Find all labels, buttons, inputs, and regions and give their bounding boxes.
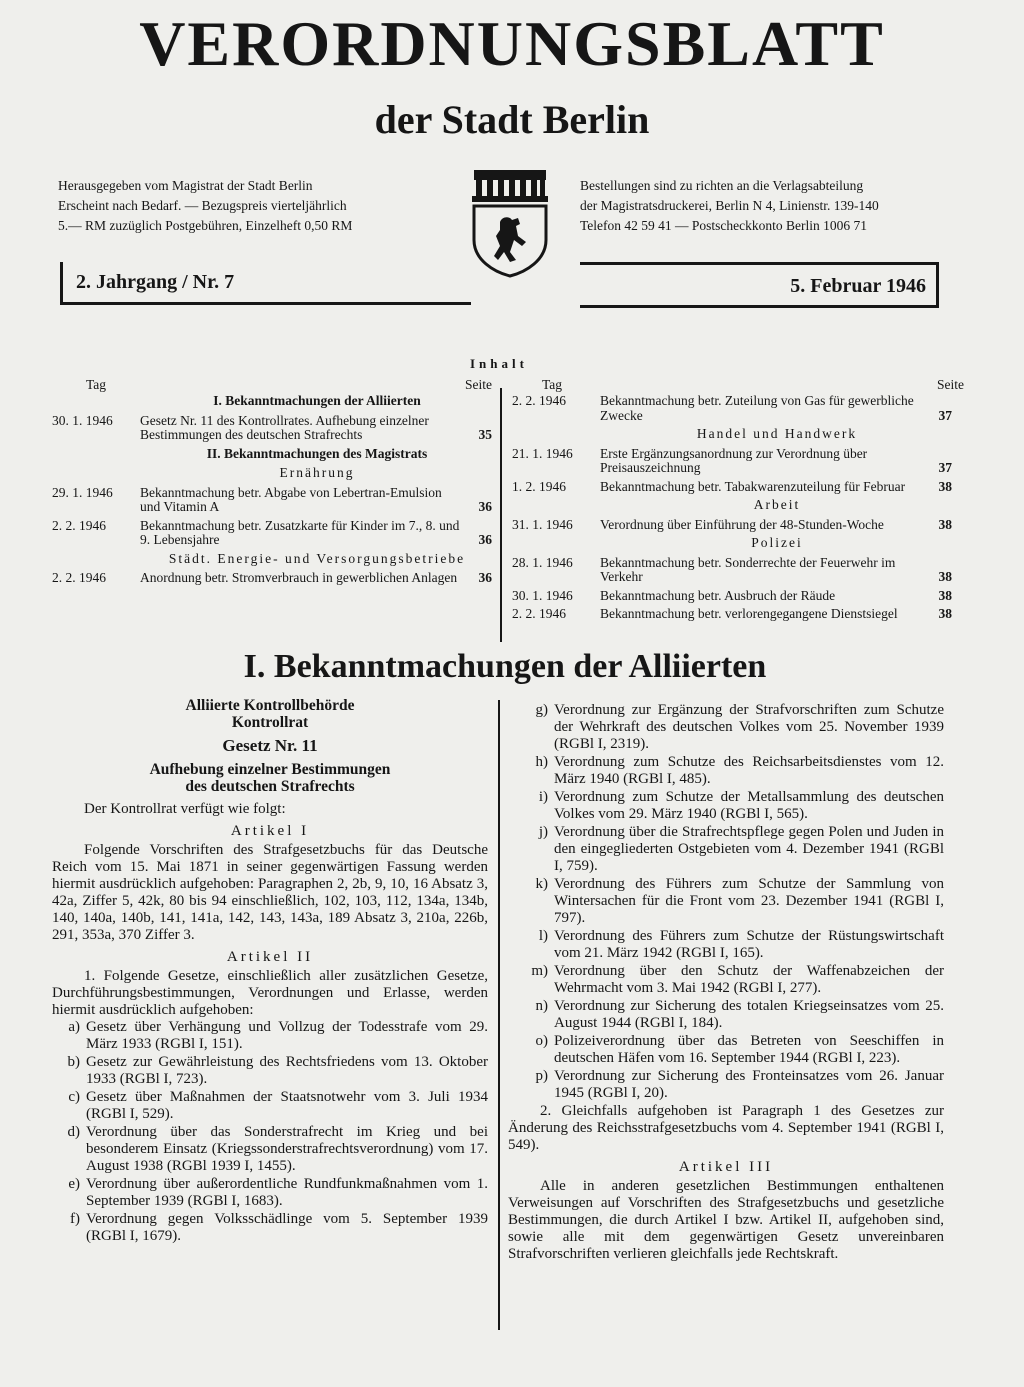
article-text: Alle in anderen gesetzlichen Bestimmungen enthaltenen Verweisungen auf Vorschriften des Strafgesetzbuchs und gesetzliche Bestimmungen, die durch Artikel I bzw. Artikel II, aufgehoben sind, sowie alle mit dem gegenwärtigen Gesetz unvereinbaren Strafvorschriften verlieren gleichfalls jede Rechtskraft.	[508, 1178, 944, 1262]
body-column-divider	[498, 700, 500, 1330]
entry-page: 38	[938, 606, 952, 621]
issue-number: 2. Jahrgang / Nr. 7	[76, 271, 235, 293]
item-text: Gesetz zur Gewährleistung des Rechtsfriedens vom 13. Oktober 1933 (RGBl I, 723).	[86, 1054, 488, 1087]
list-item	[52, 1054, 488, 1088]
entry-text: Bekanntmachung betr. Ausbruch der Räude	[600, 587, 836, 603]
entry-page: 38	[938, 516, 952, 532]
item-label: i)	[538, 789, 548, 805]
entry-date: 1. 2. 1946	[512, 478, 566, 494]
law-subject: Aufhebung einzelner Bestimmungen	[149, 761, 391, 778]
contents-header	[52, 378, 492, 394]
entry-text: Bekanntmachung betr. Sonderrechte der Feuerwehr im Verkehr	[600, 554, 896, 584]
publisher-info-left	[58, 176, 438, 236]
entry-text: Bekanntmachung betr. verlorengegangene Dienstsiegel	[600, 606, 898, 621]
law-subject: des deutschen Strafrechts	[185, 778, 355, 795]
entry-date: 30. 1. 1946	[512, 587, 573, 603]
item-text: Verordnung zum Schutze des Reichsarbeitsdienstes vom 12. März 1940 (RGBl I, 485).	[554, 754, 944, 787]
item-text: Verordnung über das Sonderstrafrecht im Krieg und bei besonderem Einsatz (Kriegssonderstrafrechtsverordnung) vom 17. August 1938 (RGBl 1939 I, 1455).	[86, 1124, 488, 1174]
entry-page: 37	[938, 460, 952, 475]
entry-page: 37	[938, 407, 952, 423]
issue-date: 5. Februar 1946	[790, 275, 926, 297]
contents-section-heading: II. Bekanntmachungen des Magistrats	[206, 445, 428, 461]
item-text: Verordnung des Führers zum Schutze der Sammlung von Wintersachen für die Front vom 23. Dezember 1941 (RGBl I, 797).	[554, 876, 944, 926]
entry-text: Bekanntmachung betr. Zusatzkarte für Kinder im 7., 8. und 9. Lebensjahre	[140, 517, 460, 547]
item-label: c)	[68, 1089, 80, 1105]
contents-entry[interactable]	[512, 556, 952, 585]
contents-entry[interactable]	[512, 480, 952, 495]
entry-date: 31. 1. 1946	[512, 516, 573, 532]
contents-entry[interactable]	[52, 571, 492, 586]
contents-entry[interactable]	[512, 394, 952, 423]
item-label: b)	[67, 1054, 80, 1070]
item-label: k)	[535, 876, 548, 892]
list-item	[508, 998, 944, 1032]
entry-page: 38	[938, 587, 952, 603]
contents-divider	[500, 388, 502, 642]
item-text: Verordnung über den Schutz der Waffenabzeichen der Wehrmacht vom 3. Mai 1942 (RGBl I, 277).	[554, 963, 944, 996]
list-item	[508, 702, 944, 753]
entry-text: Verordnung über Einführung der 48-Stunden-Woche	[600, 516, 884, 532]
masthead-subtitle: der Stadt Berlin	[374, 97, 650, 142]
item-text: Polizeiverordnung über das Betreten von Seeschiffen in deutschen Häfen vom 16. September 1944 (RGBl I, 223).	[554, 1033, 944, 1066]
body-left-column	[52, 697, 488, 1246]
contents-subsection: Ernährung	[279, 465, 355, 480]
entry-text: Anordnung betr. Stromverbrauch in gewerblichen Anlagen	[140, 570, 458, 585]
contents-entry[interactable]	[52, 414, 492, 443]
entry-page: 35	[478, 427, 492, 442]
section-heading: I. Bekanntmachungen der Alliierten	[243, 648, 767, 685]
entry-text: Bekanntmachung betr. Zuteilung von Gas für gewerbliche Zwecke	[600, 393, 914, 423]
item-text: Gesetz über Maßnahmen der Staatsnotwehr vom 3. Juli 1934 (RGBl I, 529).	[86, 1089, 488, 1122]
col-seite-label: Seite	[465, 377, 492, 392]
item-text: Verordnung über außerordentliche Rundfunkmaßnahmen vom 1. September 1939 (RGBl I, 1683).	[86, 1176, 488, 1209]
entry-text: Gesetz Nr. 11 des Kontrollrates. Aufhebung einzelner Bestimmungen des deutschen Strafrechts	[140, 412, 429, 442]
contents-right-column	[512, 377, 964, 626]
item-label: d)	[67, 1124, 80, 1140]
publisher-info-right	[580, 176, 980, 236]
item-label: h)	[535, 754, 548, 770]
article-text: 1. Folgende Gesetze, einschließlich aller zusätzlichen Gesetze, Durchführungsbestimmungen, Verordnungen und Erlasse, werden hiermit ausdrücklich aufgehoben:	[52, 968, 488, 1018]
entry-date: 21. 1. 1946	[512, 445, 573, 461]
item-label: m)	[531, 963, 548, 979]
entry-date: 29. 1. 1946	[52, 484, 113, 500]
col-tag-label: Tag	[86, 377, 107, 392]
contents-subsection: Polizei	[751, 535, 803, 550]
item-label: g)	[535, 702, 548, 718]
list-item	[52, 1176, 488, 1210]
entry-page: 36	[478, 532, 492, 547]
list-item	[52, 1211, 488, 1245]
article-heading: Artikel II	[226, 949, 314, 965]
item-text: Verordnung zum Schutze der Metallsammlung des deutschen Volkes vom 29. März 1940 (RGBl I, 565).	[554, 789, 944, 822]
item-label: n)	[535, 998, 548, 1014]
list-item	[508, 1068, 944, 1102]
publisher-line: Herausgegeben vom Magistrat der Stadt Berlin	[58, 178, 313, 193]
item-text: Gesetz über Verhängung und Vollzug der Todesstrafe vom 29. März 1933 (RGBl I, 151).	[86, 1019, 488, 1052]
contents-left-column	[52, 378, 492, 590]
list-item	[52, 1089, 488, 1123]
article-text: 2. Gleichfalls aufgehoben ist Paragraph 1 des Gesetzes zur Änderung des Reichsstrafgesetzbuchs vom 4. September 1941 (RGBl I, 549).	[508, 1103, 944, 1153]
entry-date: 2. 2. 1946	[52, 517, 106, 533]
contents-entry[interactable]	[512, 447, 952, 476]
law-intro: Der Kontrollrat verfügt wie folgt:	[84, 801, 286, 817]
contents-subsection: Städt. Energie- und Versorgungsbetriebe	[168, 550, 466, 566]
entry-date: 30. 1. 1946	[52, 412, 113, 428]
contents-entry[interactable]	[52, 519, 492, 548]
list-item	[52, 1124, 488, 1175]
item-label: p)	[535, 1068, 548, 1084]
entry-page: 36	[478, 499, 492, 514]
contents-header	[512, 377, 964, 394]
item-label: o)	[535, 1033, 548, 1049]
entry-text: Erste Ergänzungsanordnung zur Verordnung über Preisauszeichnung	[600, 445, 868, 475]
contents-section-heading: I. Bekanntmachungen der Alliierten	[213, 393, 421, 408]
item-label: a)	[68, 1019, 80, 1035]
issue-bar	[60, 262, 940, 304]
contents-entry[interactable]	[512, 589, 952, 604]
masthead-title: VERORDNUNGSBLATT	[139, 8, 885, 79]
item-text: Verordnung gegen Volksschädlinge vom 5. September 1939 (RGBl I, 1679).	[86, 1211, 488, 1244]
entry-text: Bekanntmachung betr. Tabakwarenzuteilung für Februar	[600, 478, 906, 494]
list-item	[508, 824, 944, 875]
contents-subsection: Handel und Handwerk	[696, 426, 858, 441]
publisher-line: 5.— RM zuzüglich Postgebühren, Einzelheft 0,50 RM	[58, 218, 353, 233]
publisher-line: der Magistratsdruckerei, Berlin N 4, Linienstr. 139-140	[580, 198, 879, 213]
article-text: Folgende Vorschriften des Strafgesetzbuchs für das Deutsche Reich vom 15. Mai 1871 in seiner gegenwärtigen Fassung werden hiermit ausdrücklich aufgehoben: Paragraphen 2, 2b, 9, 10, 16 Absatz 3, 42a, Ziffer 5, 42k, 80 bis 94 einschließlich, 102, 103, 112, 134a, 134b, 140, 140a, 140b, 141, 141a, 142, 143, 143a, 189 Absatz 3, 210a, 226b, 291, 353a, 370 Ziffer 3.	[52, 842, 488, 943]
item-label: f)	[70, 1211, 80, 1227]
item-label: j)	[538, 824, 548, 840]
list-item	[508, 876, 944, 927]
law-authority: Alliierte Kontrollbehörde	[185, 697, 355, 714]
publisher-line: Telefon 42 59 41 — Postscheckkonto Berlin 1006 71	[580, 218, 868, 233]
col-seite-label: Seite	[937, 377, 964, 392]
entry-date: 2. 2. 1946	[512, 393, 566, 408]
body-right-column	[508, 702, 944, 1263]
list-item	[52, 1019, 488, 1053]
list-item	[508, 928, 944, 962]
law-authority: Kontrollrat	[231, 714, 309, 731]
list-item	[508, 963, 944, 997]
contents-entry[interactable]	[52, 486, 492, 515]
contents-entry[interactable]	[512, 607, 952, 622]
list-item	[508, 754, 944, 788]
entry-page: 36	[478, 570, 492, 585]
item-text: Verordnung zur Sicherung des Fronteinsatzes vom 26. Januar 1945 (RGBl I, 20).	[554, 1068, 944, 1101]
item-text: Verordnung zur Sicherung des totalen Kriegseinsatzes vom 25. August 1944 (RGBl I, 184).	[554, 998, 944, 1031]
entry-page: 38	[938, 478, 952, 494]
entry-page: 38	[938, 569, 952, 584]
item-label: l)	[538, 928, 548, 944]
entry-date: 2. 2. 1946	[52, 570, 106, 585]
entry-text: Bekanntmachung betr. Abgabe von Lebertran-Emulsion und Vitamin A	[140, 484, 442, 514]
col-tag-label: Tag	[542, 377, 563, 392]
entry-date: 28. 1. 1946	[512, 554, 573, 570]
contents-title: Inhalt	[470, 356, 528, 371]
publisher-line: Erscheint nach Bedarf. — Bezugspreis vierteljährlich	[58, 198, 347, 213]
list-item	[508, 789, 944, 823]
article-heading: Artikel I	[230, 823, 310, 839]
item-text: Verordnung des Führers zum Schutze der Rüstungswirtschaft vom 21. März 1942 (RGBl I, 165).	[554, 928, 944, 961]
law-title: Gesetz Nr. 11	[222, 736, 318, 755]
list-item	[508, 1033, 944, 1067]
publisher-line: Bestellungen sind zu richten an die Verlagsabteilung	[580, 178, 864, 193]
contents-entry[interactable]	[512, 518, 952, 533]
item-text: Verordnung zur Ergänzung der Strafvorschriften zum Schutze der Wehrkraft des deutschen Volkes vom 25. November 1939 (RGBl I, 2319).	[554, 702, 944, 752]
entry-date: 2. 2. 1946	[512, 606, 566, 621]
contents-subsection: Arbeit	[753, 497, 801, 512]
article-heading: Artikel III	[678, 1159, 774, 1175]
item-label: e)	[68, 1176, 80, 1192]
item-text: Verordnung über die Strafrechtspflege gegen Polen und Juden in den eingegliederten Ostgebieten vom 4. Dezember 1941 (RGBl I, 759).	[554, 824, 944, 874]
